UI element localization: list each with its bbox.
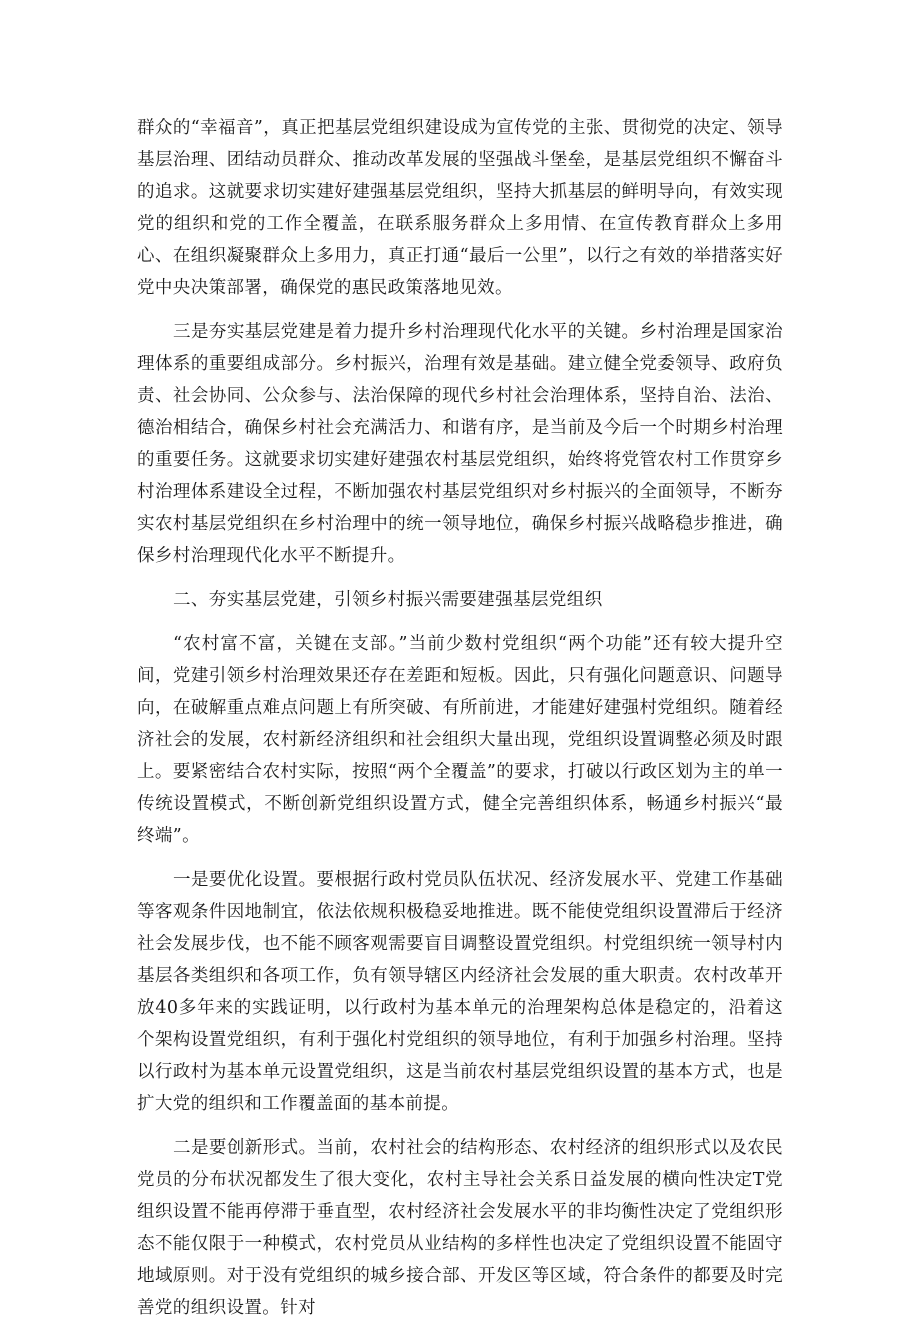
paragraph-2: 三是夯实基层党建是着力提升乡村治理现代化水平的关键。乡村治理是国家治理体系的重要组成部分。乡村振兴，治理有效是基础。建立健全党委领导、政府负责、社会协同、公众参与、法治保障的现代乡村社会治理体系，坚持自治、法治、德治相结合，确保乡村社会充满活力、和谐有序，是当前及今后一个时期乡村治理的重要任务。这就要求切实建好建强农村基层党组织，始终将党管农村工作贯穿乡村治理体系建设全过程，不断加强农村基层党组织对乡村振兴的全面领导，不断夯实农村基层党组织在乡村治理中的统一领导地位，确保乡村振兴战略稳步推进，确保乡村治理现代化水平不断提升。 bbox=[137, 322, 783, 566]
paragraph-3: “农村富不富，关键在支部。”当前少数村党组织“两个功能”还有较大提升空间，党建引领乡村治理效果还存在差距和短板。因此，只有强化问题意识、问题导向，在破解重点难点问题上有所突破、有所前进，才能建好建强村党组织。随着经济社会的发展，农村新经济组织和社会组织大量出现，党组织设置调整必须及时跟上。要紧密结合农村实际，按照“两个全覆盖”的要求，打破以行政区划为主的单一传统设置模式，不断创新党组织设置方式，健全完善组织体系，畅通乡村振兴“最终端”。 bbox=[137, 634, 783, 846]
paragraph-4: 一是要优化设置。要根据行政村党员队伍状况、经济发展水平、党建工作基础等客观条件因地制宜，依法依规积极稳妥地推进。既不能使党组织设置滞后于经济社会发展步伐，也不能不顾客观需要盲目调整设置党组织。村党组织统一领导村内基层各类组织和各项工作，负有领导辖区内经济社会发展的重大职责。农村改革开放40多年来的实践证明，以行政村为基本单元的治理架构总体是稳定的，沿着这个架构设置党组织，有利于强化村党组织的领导地位，有利于加强乡村治理。坚持以行政村为基本单元设置党组织，这是当前农村基层党组织设置的基本方式，也是扩大党的组织和工作覆盖面的基本前提。 bbox=[137, 870, 783, 1114]
paragraph-1: 群众的“幸福音”，真正把基层党组织建设成为宣传党的主张、贯彻党的决定、领导基层治理、团结动员群众、推动改革发展的坚强战斗堡垒，是基层党组织不懈奋斗的追求。这就要求切实建好建强基层党组织，坚持大抓基层的鲜明导向，有效实现党的组织和党的工作全覆盖，在联系服务群众上多用情、在宣传教育群众上多用心、在组织凝聚群众上多用力，真正打通“最后一公里”，以行之有效的举措落实好党中央决策部署，确保党的惠民政策落地见效。 bbox=[137, 118, 783, 298]
document-body bbox=[137, 112, 783, 1336]
section-heading: 二、夯实基层党建，引领乡村振兴需要建强基层党组织 bbox=[173, 590, 603, 610]
paragraph-5: 二是要创新形式。当前，农村社会的结构形态、农村经济的组织形式以及农民党员的分布状况都发生了很大变化，农村主导社会关系日益发展的横向性决定T党组织设置不能再停滞于垂直型，农村经济社会发展水平的非均衡性决定了党组织形态不能仅限于一种模式，农村党员从业结构的多样性也决定了党组织设置不能固守地域原则。对于没有党组织的城乡接合部、开发区等区域，符合条件的都要及时完善党的组织设置。针对 bbox=[137, 1138, 783, 1318]
